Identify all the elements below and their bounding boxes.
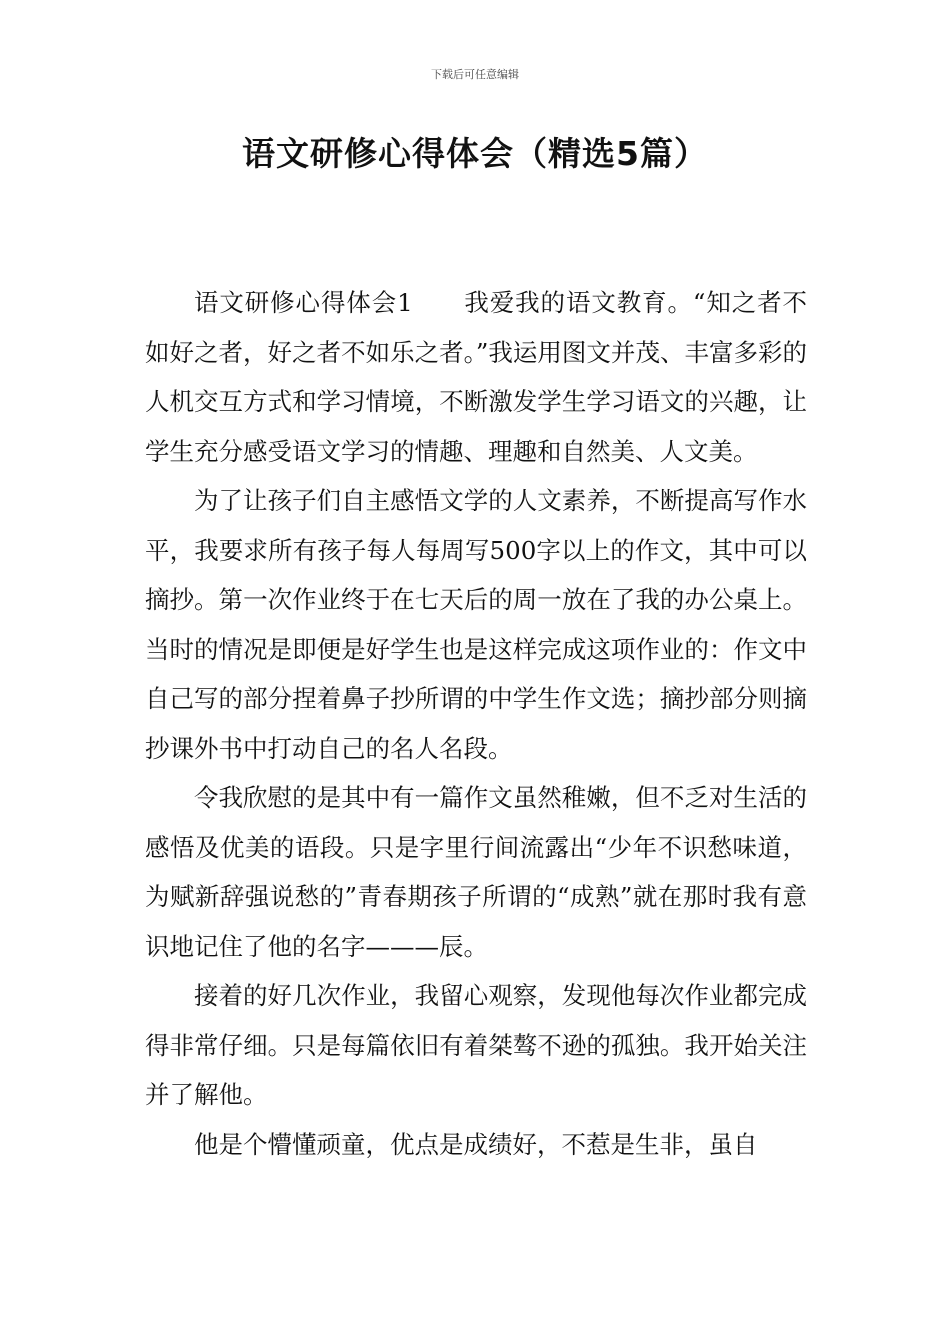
paragraph: 为了让孩子们自主感悟文学的人文素养，不断提高写作水平，我要求所有孩子每人每周写500字以上的作文，其中可以摘抄。第一次作业终于在七天后的周一放在了我的办公桌上。当时的情况是即便是好学生也是这样完成这项作业的：作文中自己写的部分捏着鼻子抄所谓的中学生作文选；摘抄部分则摘抄课外书中打动自己的名人名段。 [145, 486, 807, 763]
paragraph: 他是个懵懂顽童，优点是成绩好，不惹是生非，虽自 [194, 1129, 758, 1159]
document-title: 语文研修心得体会（精选5篇） [242, 134, 708, 173]
header-note: 下载后可任意编辑 [431, 68, 519, 81]
paragraph: 语文研修心得体会1 我爱我的语文教育。“知之者不如好之者，好之者不如乐之者。”我运用图文并茂、丰富多彩的人机交互方式和学习情境，不断激发学生学习语文的兴趣，让学生充分感受语文学习的情趣、理趣和自然美、人文美。 [145, 288, 807, 466]
document-body [145, 278, 807, 1169]
paragraph: 接着的好几次作业，我留心观察，发现他每次作业都完成得非常仔细。只是每篇依旧有着桀骜不逊的孤独。我开始关注并了解他。 [145, 981, 807, 1109]
paragraph: 令我欣慰的是其中有一篇作文虽然稚嫩，但不乏对生活的感悟及优美的语段。只是字里行间流露出“少年不识愁味道，为赋新辞强说愁的”青春期孩子所谓的“成熟”就在那时我有意识地记住了他的名字———辰。 [145, 783, 807, 961]
